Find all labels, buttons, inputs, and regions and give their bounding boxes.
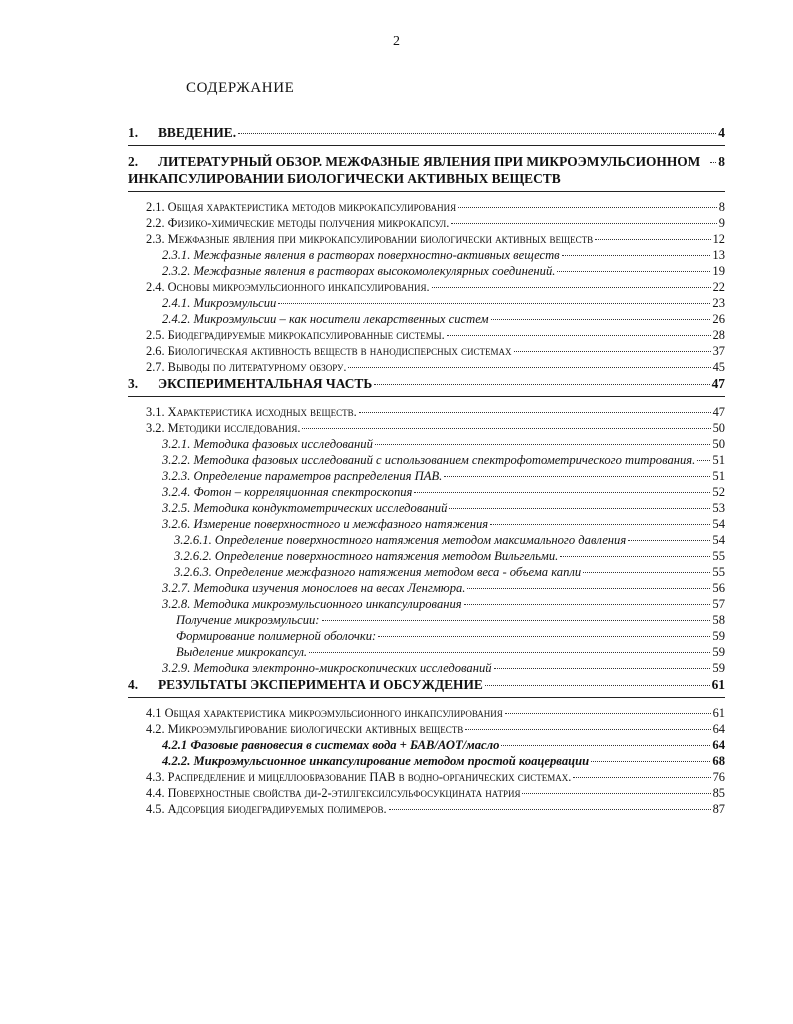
toc-entry[interactable] — [128, 327, 725, 343]
toc-entry[interactable] — [128, 737, 725, 753]
toc-page-number: 54 — [712, 533, 725, 547]
dot-leader — [591, 761, 710, 762]
toc-section[interactable] — [128, 375, 725, 397]
toc-entry-title: 3.2. Методики исследования. — [146, 421, 301, 435]
toc-page-number: 59 — [712, 629, 725, 643]
toc-entry-title: 2.3.2. Межфазные явления в растворах высокомолекулярных соединений. — [162, 264, 556, 278]
toc-entry-title: 3.2.6.3. Определение межфазного натяжения методом веса - объема капли — [174, 565, 582, 579]
dot-leader — [378, 636, 710, 637]
toc-entry-number: 3. — [128, 376, 139, 391]
toc-entry-title: 2.5. Биодеградируемые микрокапсулированные системы. — [146, 328, 445, 342]
page-number: 2 — [393, 34, 400, 49]
toc-entry[interactable] — [128, 801, 725, 817]
dot-leader — [374, 384, 709, 385]
toc-entry[interactable] — [128, 263, 725, 279]
toc-page-number: 64 — [712, 722, 725, 736]
table-of-contents — [128, 124, 725, 817]
toc-entry-title: 4.4. Поверхностные свойства ди-2-этилгексилсульфосукцината натрия — [146, 786, 521, 800]
toc-page-number: 13 — [712, 248, 725, 262]
dot-leader — [710, 162, 716, 163]
toc-entry-title: 2.4.2. Микроэмульсии – как носители лекарственных систем — [162, 312, 489, 326]
toc-page-number: 55 — [712, 549, 725, 563]
dot-leader — [449, 508, 710, 509]
toc-entry-title: 4.2.1 Фазовые равновесия в системах вода + БАВ/АОТ/масло — [162, 738, 500, 752]
toc-page-number: 37 — [712, 344, 725, 358]
toc-page-number: 51 — [712, 453, 725, 467]
toc-page-number: 55 — [712, 565, 725, 579]
toc-page-number: 56 — [712, 581, 725, 595]
toc-page-number: 57 — [712, 597, 725, 611]
toc-page-number: 19 — [712, 264, 725, 278]
toc-entry-title: 2.6. Биологическая активность веществ в нанодисперсных системах — [146, 344, 512, 358]
toc-entry-title: 3.2.8. Методика микроэмульсионного инкапсулирования — [162, 597, 462, 611]
dot-leader — [451, 223, 716, 224]
dot-leader — [467, 588, 710, 589]
toc-entry-title: 3.2.1. Методика фазовых исследований — [162, 437, 373, 451]
toc-page-number: 54 — [712, 517, 725, 531]
toc-entry-number: 2. — [128, 154, 139, 169]
dot-leader — [432, 287, 711, 288]
toc-entry-title: Получение микроэмульсии: — [176, 613, 320, 627]
dot-leader — [444, 476, 710, 477]
toc-page-number: 58 — [712, 613, 725, 627]
toc-entry-title: ВВЕДЕНИЕ. — [158, 125, 237, 140]
toc-entry[interactable] — [128, 420, 725, 436]
toc-entry[interactable] — [128, 769, 725, 785]
toc-entry-title: 3.2.9. Методика электронно-микроскопических исследований — [162, 661, 492, 675]
toc-entry-title: 3.2.6.1. Определение поверхностного натяжения методом максимального давления — [174, 533, 627, 547]
toc-entry-title: 2.4.1. Микроэмульсии — [162, 296, 277, 310]
toc-entry-title: 2.4. Основы микроэмульсионного инкапсулирования. — [146, 280, 430, 294]
toc-page-number: 47 — [712, 405, 725, 419]
dot-leader — [514, 351, 711, 352]
toc-entry-title: Формирование полимерной оболочки: — [176, 629, 377, 643]
toc-entry[interactable] — [128, 295, 725, 311]
dot-leader — [562, 255, 711, 256]
dot-leader — [322, 620, 711, 621]
toc-entry[interactable] — [128, 231, 725, 247]
dot-leader — [557, 271, 710, 272]
toc-entry[interactable] — [128, 721, 725, 737]
toc-entry-title: 3.2.5. Методика кондуктометрических исследований — [162, 501, 448, 515]
toc-entry-title: 2.1. Общая характеристика методов микрокапсулирования — [146, 200, 457, 214]
toc-section[interactable] — [128, 124, 725, 146]
toc-entry[interactable] — [128, 468, 725, 484]
toc-entry-title: 3.2.4. Фотон – корреляционная спектроскопия — [162, 485, 413, 499]
toc-entry[interactable] — [128, 359, 725, 375]
toc-entry[interactable] — [128, 311, 725, 327]
toc-page-number: 85 — [712, 786, 725, 800]
dot-leader — [522, 793, 710, 794]
toc-title: СОДЕРЖАНИЕ — [186, 80, 295, 96]
toc-entry-title: 4.5. Адсорбция биодеградируемых полимеров. — [146, 802, 387, 816]
toc-entry[interactable] — [128, 628, 725, 644]
toc-entry-title: 4.2.2. Микроэмульсионное инкапсулирование методом простой коацервации — [162, 754, 590, 768]
toc-entry-number: 4. — [128, 677, 139, 692]
dot-leader — [359, 412, 711, 413]
toc-entry-title: 2.3. Межфазные явления при микрокапсулировании биологически активных веществ — [146, 232, 594, 246]
dot-leader — [485, 685, 710, 686]
toc-page-number: 9 — [718, 216, 725, 230]
toc-page-number: 8 — [718, 200, 725, 214]
toc-entry-title: 3.2.6. Измерение поверхностного и межфазного натяжения — [162, 517, 489, 531]
toc-entry[interactable] — [128, 436, 725, 452]
toc-entry-title: 3.2.7. Методика изучения монослоев на весах Ленгмюра. — [162, 581, 466, 595]
toc-page-number: 28 — [712, 328, 725, 342]
toc-page-number: 61 — [712, 706, 725, 720]
toc-page-number: 23 — [712, 296, 725, 310]
dot-leader — [302, 428, 710, 429]
toc-entry[interactable] — [128, 660, 725, 676]
toc-entry-title: 3.2.6.2. Определение поверхностного натяжения методом Вильгельми. — [174, 549, 559, 563]
toc-page-number: 50 — [712, 437, 725, 451]
dot-leader — [490, 524, 710, 525]
toc-entry[interactable] — [128, 279, 725, 295]
dot-leader — [278, 303, 710, 304]
toc-entry[interactable] — [128, 705, 725, 721]
toc-page-number: 22 — [712, 280, 725, 294]
toc-page-number: 52 — [712, 485, 725, 499]
dot-leader — [309, 652, 710, 653]
toc-page-number: 59 — [712, 645, 725, 659]
toc-entry-title: 4.1 Общая характеристика микроэмульсионного инкапсулирования — [146, 706, 503, 720]
dot-leader — [560, 556, 710, 557]
dot-leader — [464, 604, 711, 605]
toc-entry[interactable] — [128, 548, 725, 564]
toc-entry[interactable] — [128, 644, 725, 660]
dot-leader — [505, 713, 711, 714]
toc-entry[interactable] — [128, 532, 725, 548]
toc-section[interactable] — [128, 676, 725, 698]
toc-page-number: 68 — [712, 754, 725, 768]
toc-entry[interactable] — [128, 500, 725, 516]
toc-entry[interactable] — [128, 343, 725, 359]
dot-leader — [458, 207, 717, 208]
toc-entry[interactable] — [128, 580, 725, 596]
toc-entry[interactable] — [128, 612, 725, 628]
toc-page-number: 12 — [712, 232, 725, 246]
toc-entry[interactable] — [128, 215, 725, 231]
dot-leader — [348, 367, 710, 368]
toc-page-number: 87 — [712, 802, 725, 816]
toc-entry[interactable] — [128, 564, 725, 580]
toc-entry[interactable] — [128, 484, 725, 500]
toc-entry-title: 2.7. Выводы по литературному обзору. — [146, 360, 347, 374]
toc-entry-title: 3.2.2. Методика фазовых исследований с использованием спектрофотометрического титрования. — [162, 453, 696, 467]
dot-leader — [389, 809, 711, 810]
dot-leader — [414, 492, 710, 493]
dot-leader — [447, 335, 711, 336]
toc-entry-number: 1. — [128, 125, 139, 140]
toc-entry-title: 3.1. Характеристика исходных веществ. — [146, 405, 357, 419]
toc-entry-title: Выделение микрокапсул. — [176, 645, 308, 659]
toc-entry[interactable] — [128, 785, 725, 801]
toc-entry[interactable] — [128, 199, 725, 215]
toc-entry[interactable] — [128, 247, 725, 263]
toc-page-number: 53 — [712, 501, 725, 515]
toc-entry[interactable] — [128, 404, 725, 420]
toc-entry[interactable] — [128, 452, 725, 468]
toc-page-number: 50 — [712, 421, 725, 435]
toc-entry-title: 2.3.1. Межфазные явления в растворах поверхностно-активных веществ — [162, 248, 560, 262]
toc-entry-title: 2.2. Физико-химические методы получения микрокапсул. — [146, 216, 450, 230]
dot-leader — [697, 460, 710, 461]
toc-page-number: 51 — [712, 469, 725, 483]
dot-leader — [494, 668, 711, 669]
toc-page-number: 47 — [711, 376, 725, 391]
toc-entry[interactable] — [128, 596, 725, 612]
dot-leader — [465, 729, 710, 730]
toc-entry-title: 4.2. Микроэмульгирование биологически активных веществ — [146, 722, 464, 736]
toc-page-number: 64 — [712, 738, 725, 752]
dot-leader — [238, 133, 716, 134]
toc-page-number: 61 — [711, 677, 725, 692]
dot-leader — [375, 444, 711, 445]
toc-entry-title: ЭКСПЕРИМЕНТАЛЬНАЯ ЧАСТЬ — [158, 376, 373, 391]
dot-leader — [501, 745, 710, 746]
dot-leader — [595, 239, 710, 240]
toc-entry[interactable] — [128, 516, 725, 532]
toc-entry-title: 4.3. Распределение и мицеллообразование ПАВ в водно-органических системах. — [146, 770, 572, 784]
toc-page-number: 4 — [718, 125, 725, 140]
dot-leader — [628, 540, 710, 541]
dot-leader — [573, 777, 710, 778]
toc-page-number: 45 — [712, 360, 725, 374]
toc-entry[interactable] — [128, 753, 725, 769]
toc-page-number: 26 — [712, 312, 725, 326]
toc-section[interactable] — [128, 153, 725, 192]
toc-entry-title: ЛИТЕРАТУРНЫЙ ОБЗОР. МЕЖФАЗНЫЕ ЯВЛЕНИЯ ПРИ МИКРОЭМУЛЬСИОННОМ ИНКАПСУЛИРОВАНИИ БИОЛОГИЧЕСКИ АКТИВНЫХ ВЕЩЕСТВ — [128, 154, 701, 186]
toc-page-number: 8 — [718, 154, 725, 169]
toc-page-number: 59 — [712, 661, 725, 675]
toc-entry-title: РЕЗУЛЬТАТЫ ЭКСПЕРИМЕНТА И ОБСУЖДЕНИЕ — [158, 677, 483, 692]
dot-leader — [491, 319, 711, 320]
toc-entry-title: 3.2.3. Определение параметров распределения ПАВ. — [162, 469, 443, 483]
toc-page-number: 76 — [712, 770, 725, 784]
dot-leader — [583, 572, 710, 573]
